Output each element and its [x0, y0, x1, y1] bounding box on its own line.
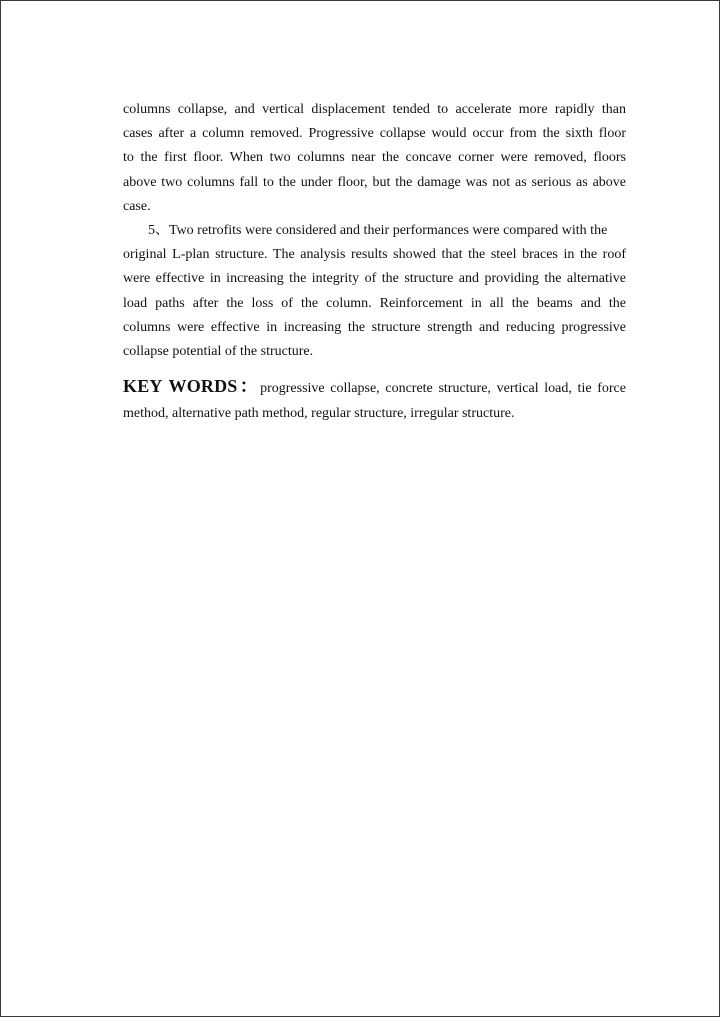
text-line: above two columns fall to the under floor, but the damage was not as serious as above — [123, 174, 626, 190]
text-line: collapse potential of the structure. — [123, 344, 314, 360]
document-body — [123, 98, 626, 426]
text-line: original L-plan structure. The analysis results showed that the steel braces in the roof — [123, 247, 626, 263]
text-line: cases after a column removed. Progressive collapse would occur from the sixth floor — [123, 126, 626, 142]
text-line: case. — [123, 198, 151, 214]
keywords-text: progressive collapse, concrete structure, vertical load, tie force — [260, 381, 626, 397]
keywords-label: KEY WORDS： — [123, 376, 261, 397]
text-line: columns were effective in increasing the structure strength and reducing progressive — [123, 319, 626, 335]
keywords-section — [123, 374, 626, 426]
keywords-line — [123, 374, 626, 401]
text-line: to the first floor. When two columns near the concave corner were removed, floors — [123, 150, 626, 166]
text-line: load paths after the loss of the column. Reinforcement in all the beams and the — [123, 295, 626, 311]
text-line: 5、Two retrofits were considered and their performances were compared with the — [148, 223, 608, 239]
paragraph-conclusion-4-continued — [123, 98, 626, 219]
paragraph-conclusion-5 — [123, 219, 626, 364]
text-line: columns collapse, and vertical displacement tended to accelerate more rapidly than — [123, 102, 626, 117]
text-line: were effective in increasing the integrity of the structure and providing the alternative — [123, 271, 626, 287]
keywords-line: method, alternative path method, regular structure, irregular structure. — [123, 406, 515, 422]
